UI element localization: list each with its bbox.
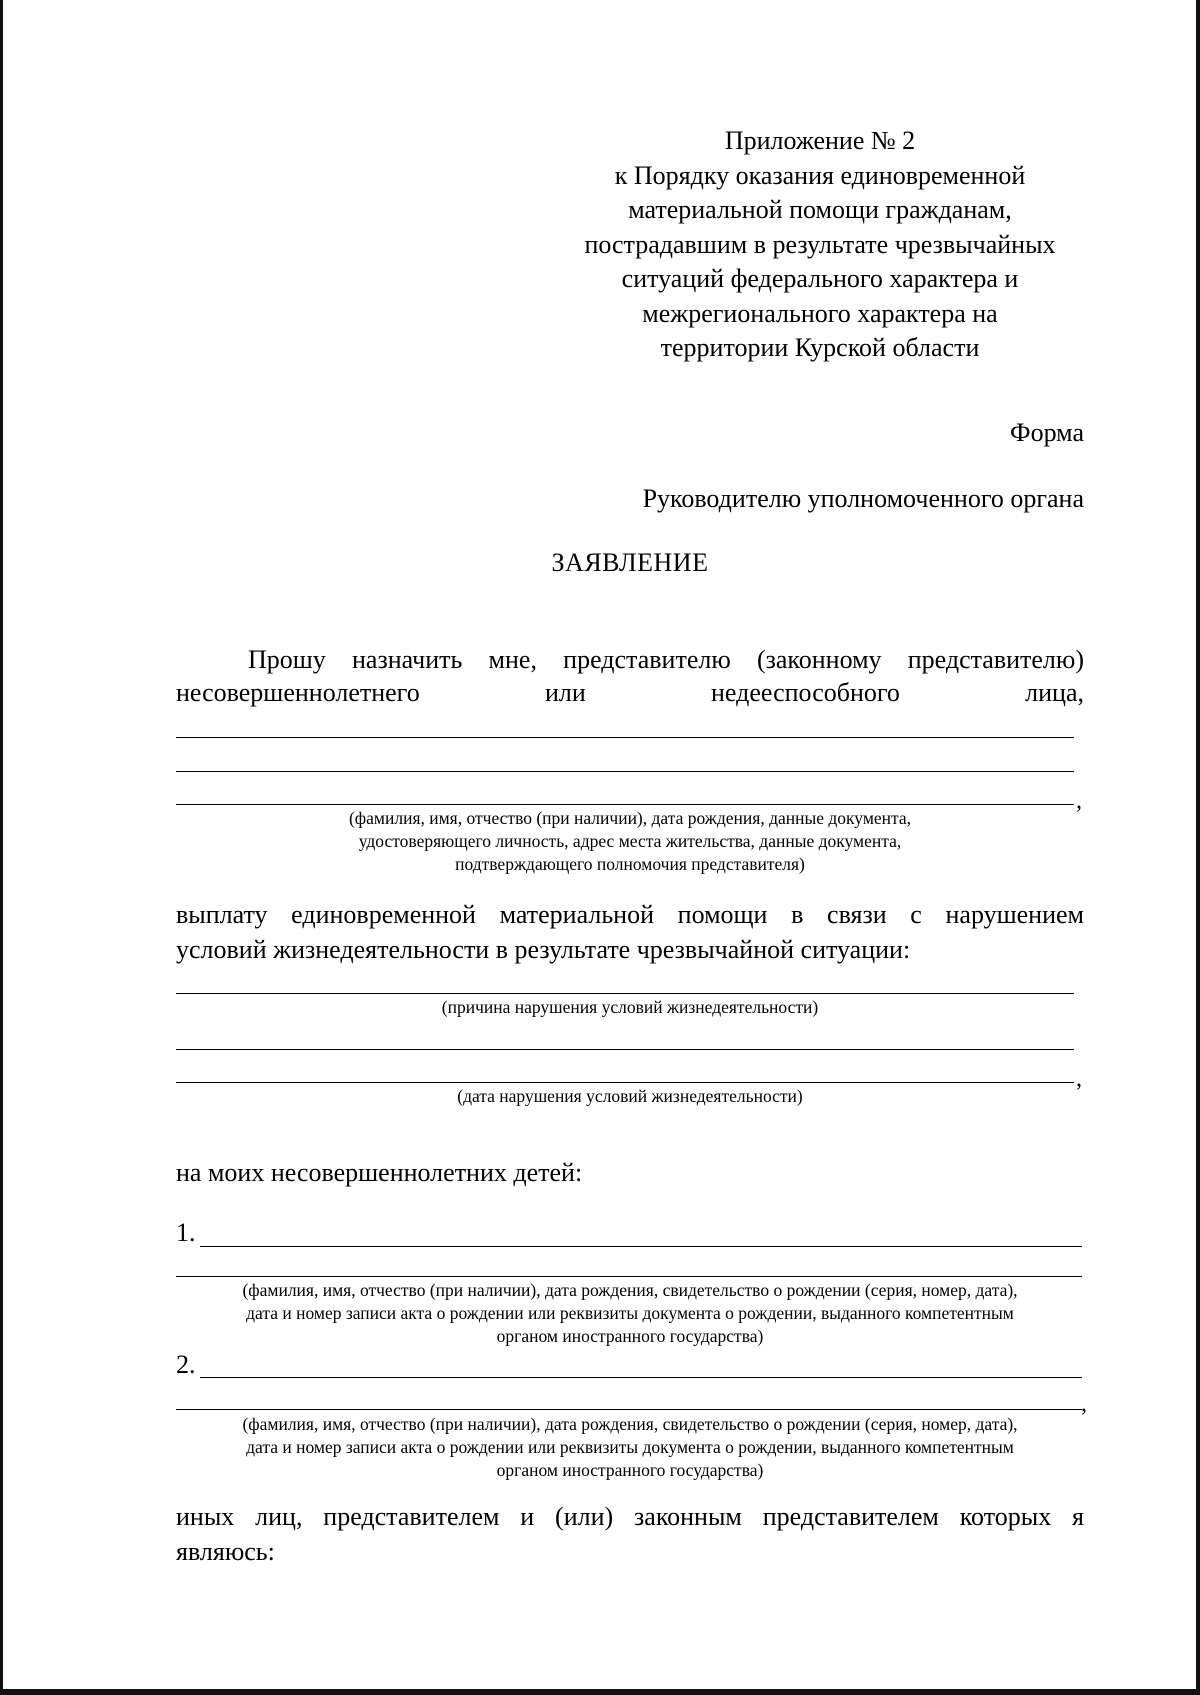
children-heading: на моих несовершеннолетних детей: bbox=[176, 1158, 583, 1187]
child-1-fill-line[interactable] bbox=[200, 1246, 1082, 1247]
applicant-fill-line[interactable] bbox=[176, 737, 1074, 738]
appendix-line: материальной помощи гражданам, bbox=[628, 195, 1012, 224]
caption-line: подтверждающего полномочия представителя) bbox=[455, 854, 805, 874]
others-line-2: являюсь: bbox=[176, 1537, 275, 1566]
caption-line: (фамилия, имя, отчество (при наличии), дата рождения, свидетельство о рождении (серия, номер, дата), bbox=[242, 1280, 1018, 1300]
reason-fill-line[interactable] bbox=[176, 1049, 1074, 1050]
date-fill-line[interactable] bbox=[176, 1082, 1074, 1083]
caption-line: органом иностранного государства) bbox=[496, 1326, 764, 1346]
addressee: Руководителю уполномоченного органа bbox=[642, 484, 1084, 513]
form-label: Форма bbox=[1010, 418, 1084, 447]
caption-line: дата и номер записи акта о рождении или реквизиты документа о рождении, выданного компетентным bbox=[246, 1303, 1014, 1323]
document-title: ЗАЯВЛЕНИЕ bbox=[551, 548, 709, 577]
child-1-fill-line[interactable] bbox=[176, 1276, 1082, 1277]
child-2-fill-line[interactable] bbox=[200, 1377, 1082, 1378]
applicant-fill-line[interactable] bbox=[176, 771, 1074, 772]
appendix-line: пострадавшим в результате чрезвычайных bbox=[584, 229, 1056, 259]
caption-line: (фамилия, имя, отчество (при наличии), дата рождения, данные документа, bbox=[348, 808, 912, 828]
others-line-1: иных лиц, представителем и (или) законным представителем которых я bbox=[176, 1502, 1084, 1531]
appendix-line: ситуаций федерального характера и bbox=[621, 264, 1019, 293]
child-1-number: 1. bbox=[176, 1218, 196, 1247]
request-line-2: несовершеннолетнего или недееспособного лица, bbox=[176, 678, 1084, 707]
child-2-caption bbox=[176, 1413, 1084, 1482]
comma: , bbox=[1076, 788, 1082, 814]
appendix-header bbox=[560, 124, 1080, 366]
date-caption: (дата нарушения условий жизнедеятельности) bbox=[457, 1086, 803, 1106]
appendix-line: Приложение № 2 bbox=[724, 126, 916, 155]
payment-line-1: выплату единовременной материальной помощи в связи с нарушением bbox=[176, 900, 1084, 929]
caption-line: удостоверяющего личность, адрес места жительства, данные документа, bbox=[358, 831, 902, 851]
caption-line: органом иностранного государства) bbox=[496, 1460, 764, 1480]
comma: , bbox=[1076, 1066, 1082, 1092]
caption-line: (фамилия, имя, отчество (при наличии), дата рождения, свидетельство о рождении (серия, номер, дата), bbox=[242, 1414, 1018, 1434]
appendix-line: межрегионального характера на bbox=[642, 298, 998, 328]
child-2-fill-line[interactable] bbox=[176, 1409, 1082, 1410]
reason-caption: (причина нарушения условий жизнедеятельности) bbox=[441, 997, 819, 1017]
appendix-line: территории Курской области bbox=[660, 333, 980, 362]
request-line-1: Прошу назначить мне, представителю (законному представителю) bbox=[248, 645, 1084, 674]
reason-fill-line[interactable] bbox=[176, 993, 1074, 994]
appendix-line: к Порядку оказания единовременной bbox=[614, 160, 1026, 190]
child-1-caption bbox=[176, 1279, 1084, 1348]
child-2-number: 2. bbox=[176, 1350, 196, 1379]
payment-line-2: условий жизнедеятельности в результате чрезвычайной ситуации: bbox=[176, 935, 911, 964]
caption-line: дата и номер записи акта о рождении или реквизиты документа о рождении, выданного компетентным bbox=[246, 1437, 1014, 1457]
applicant-fill-line[interactable] bbox=[176, 804, 1074, 805]
comma: , bbox=[1081, 1391, 1087, 1417]
applicant-caption bbox=[176, 807, 1084, 876]
